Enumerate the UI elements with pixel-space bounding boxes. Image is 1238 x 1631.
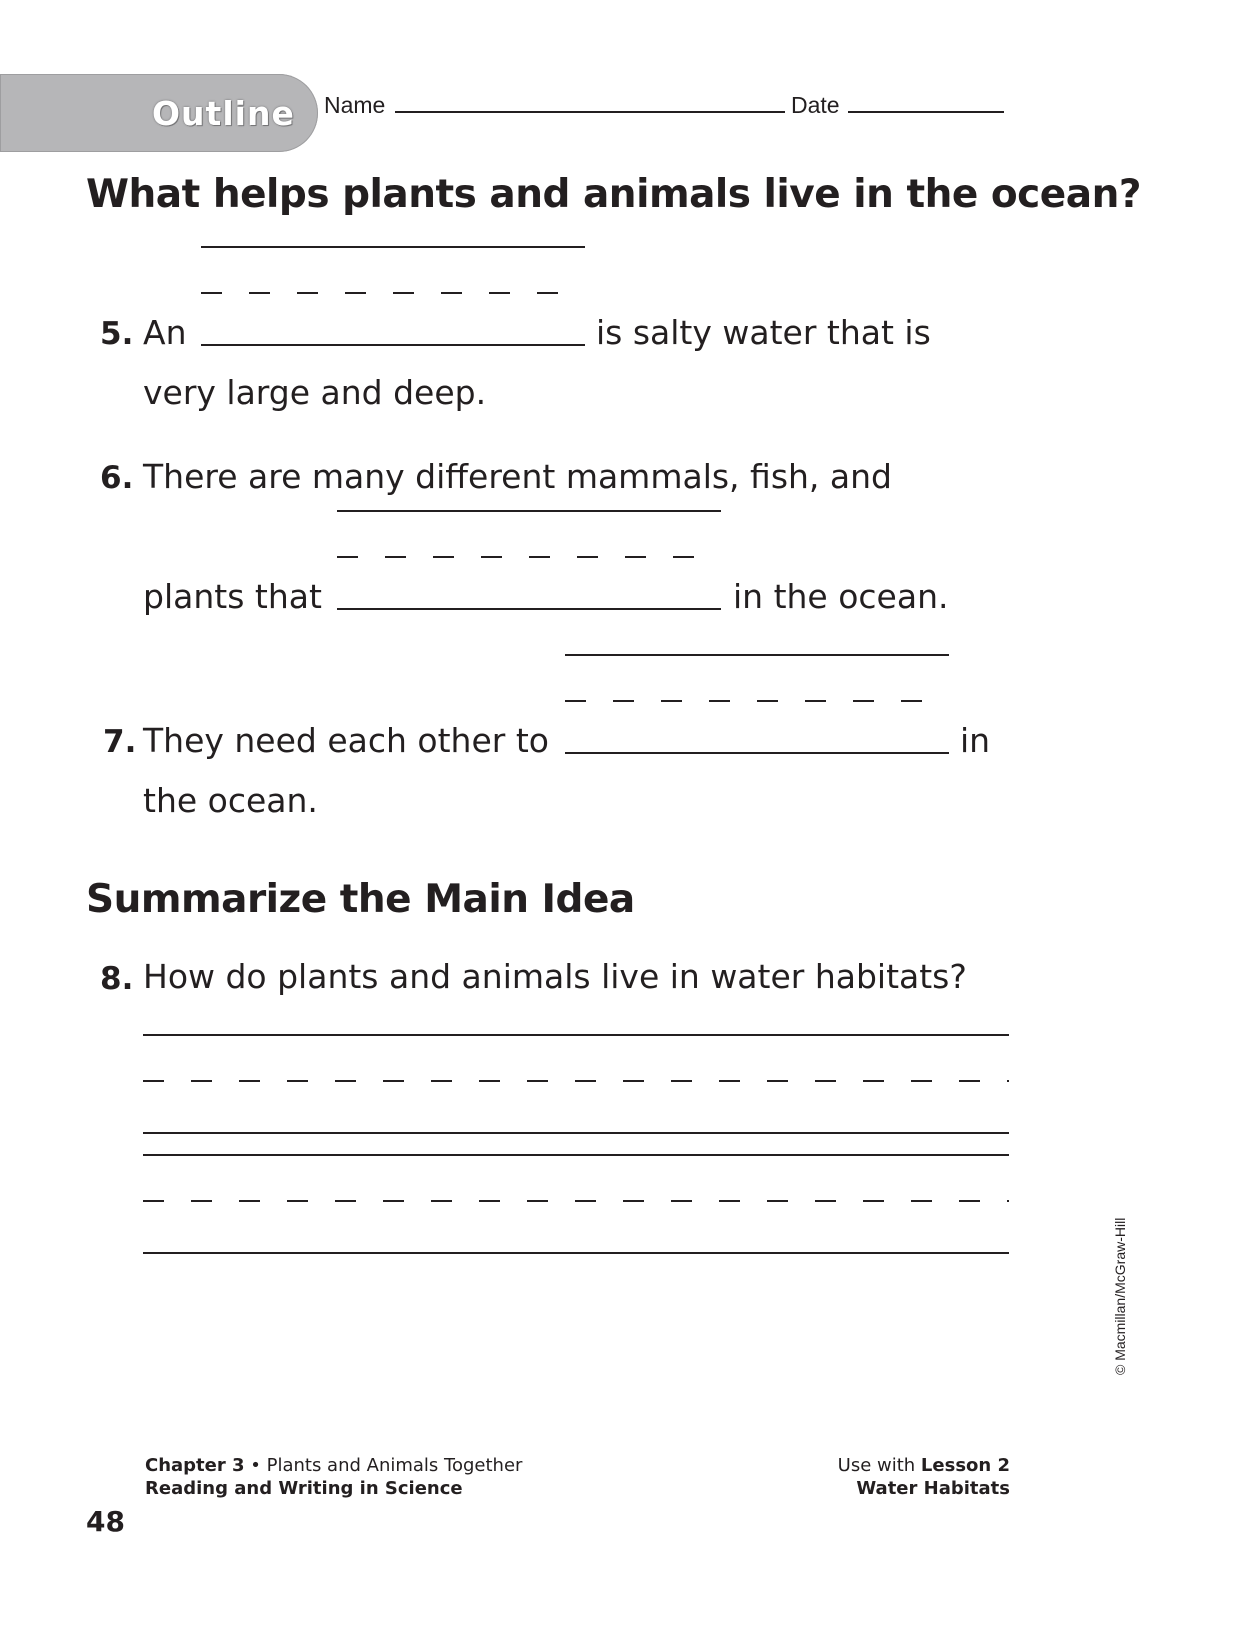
date-label: Date	[791, 92, 840, 118]
q5-text-after: is salty water that is	[596, 313, 931, 352]
q8-writing-line-2-top	[143, 1154, 1009, 1156]
q8-text: How do plants and animals live in water habitats?	[143, 957, 967, 996]
footer-lesson-number: Lesson 2	[920, 1455, 1010, 1476]
q8-answer-line-1[interactable]	[143, 1132, 1009, 1134]
q6-number: 6.	[100, 460, 134, 496]
q8-writing-line-1-top	[143, 1034, 1009, 1036]
q8-number: 8.	[100, 961, 134, 997]
name-field-line[interactable]	[395, 111, 785, 113]
q8-answer-line-2[interactable]	[143, 1252, 1009, 1254]
name-label: Name	[324, 92, 386, 118]
q5-guide-mid	[201, 292, 585, 294]
q7-text-continued: the ocean.	[143, 781, 318, 820]
q7-text-before: They need each other to	[143, 721, 549, 760]
q5-answer-line[interactable]	[201, 344, 585, 346]
footer-chapter-bold: Chapter 3	[145, 1455, 245, 1476]
q5-text-continued: very large and deep.	[143, 373, 487, 412]
q8-writing-line-1-mid	[143, 1080, 1009, 1082]
q6-text-after: in the ocean.	[733, 577, 949, 616]
q6-guide-mid	[337, 556, 721, 558]
footer-lesson-title: Water Habitats	[856, 1478, 1010, 1499]
q6-guide-top	[337, 510, 721, 512]
date-field-line[interactable]	[848, 111, 1004, 113]
copyright-notice: © Macmillan/McGraw-Hill	[1112, 1217, 1128, 1375]
q7-guide-mid	[565, 700, 949, 702]
footer-lesson	[838, 1455, 1010, 1476]
footer-use-with: Use with	[837, 1455, 921, 1476]
q7-text-after: in	[960, 721, 991, 760]
q7-answer-line[interactable]	[565, 752, 949, 754]
footer-subtitle: Reading and Writing in Science	[145, 1478, 463, 1499]
q6-text-line1: There are many different mammals, fish, and	[143, 457, 892, 496]
q5-guide-top	[201, 246, 585, 248]
section-title-ocean: What helps plants and animals live in the ocean?	[86, 172, 1141, 217]
section-title-summarize: Summarize the Main Idea	[86, 877, 635, 922]
outline-tab-label: Outline	[152, 94, 295, 133]
q5-text-before: An	[143, 313, 187, 352]
q7-guide-top	[565, 654, 949, 656]
q6-text-before: plants that	[143, 577, 322, 616]
q5-number: 5.	[100, 316, 134, 352]
q6-answer-line[interactable]	[337, 608, 721, 610]
footer-chapter-title: • Plants and Animals Together	[244, 1455, 523, 1476]
page-number: 48	[86, 1505, 125, 1538]
q7-number: 7.	[103, 724, 137, 760]
q8-writing-line-2-mid	[143, 1200, 1009, 1202]
footer-chapter	[145, 1455, 522, 1476]
